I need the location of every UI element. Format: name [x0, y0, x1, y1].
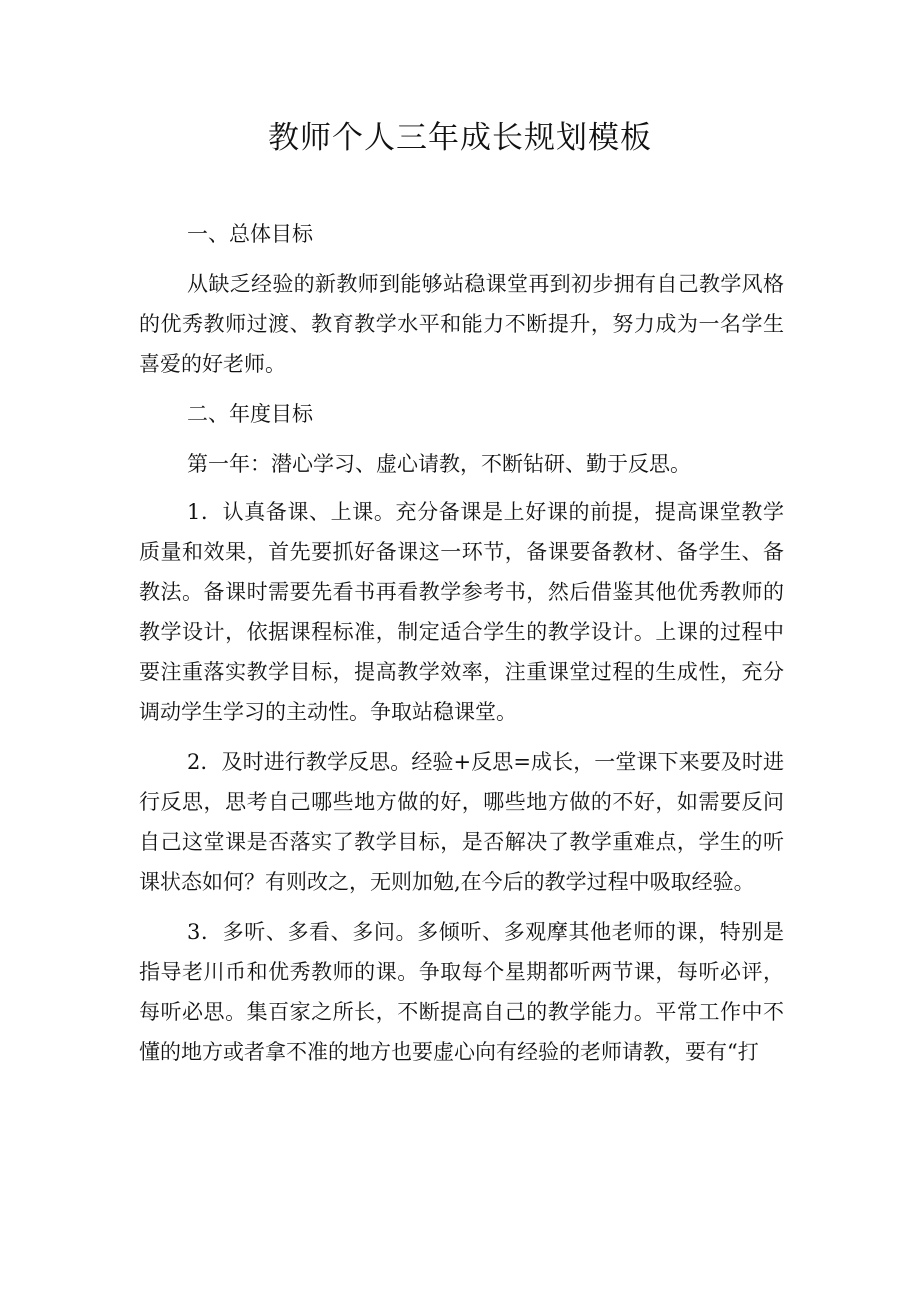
list-item-2: 2．及时进行教学反思。经验+反思=成长，一堂课下来要及时进行反思，思考自己哪些地方做的好，哪些地方做的不好，如需要反问自己这堂课是否落实了教学目标，是否解决了教学重难点，学生的听课状态如何？有则改之，无则加勉,在今后的教学过程中吸取经验。: [139, 750, 784, 894]
year-one-goal: 第一年：潜心学习、虚心请教，不断钻研、勤于反思。: [187, 452, 691, 476]
list-item-1: 1．认真备课、上课。充分备课是上好课的前提，提高课堂教学质量和效果，首先要抓好备课这一环节，备课要备教材、备学生、备教法。备课时需要先看书再看教学参考书，然后借鉴其他优秀教师的教学设计，依据课程标准，制定适合学生的教学设计。上课的过程中要注重落实教学目标，提高教学效率，注重课堂过程的生成性，充分调动学生学习的主动性。争取站稳课堂。: [139, 500, 784, 724]
overall-goal-paragraph: 从缺乏经验的新教师到能够站稳课堂再到初步拥有自己教学风格的优秀教师过渡、教育教学水平和能力不断提升，努力成为一名学生喜爱的好老师。: [139, 272, 784, 376]
document-body: [139, 214, 784, 1082]
section-heading-overall: 一、总体目标: [187, 222, 313, 246]
list-item-3: 3．多听、多看、多问。多倾听、多观摩其他老师的课，特别是指导老川币和优秀教师的课。争取每个星期都听两节课，每听必评，每听必思。集百家之所长，不断提高自己的教学能力。平常工作中不懂的地方或者拿不准的地方也要虚心向有经验的老师请教，要有“打: [139, 920, 784, 1064]
section-heading-annual: 二、年度目标: [187, 402, 313, 426]
document-title: 教师个人三年成长规划模板: [268, 120, 652, 156]
